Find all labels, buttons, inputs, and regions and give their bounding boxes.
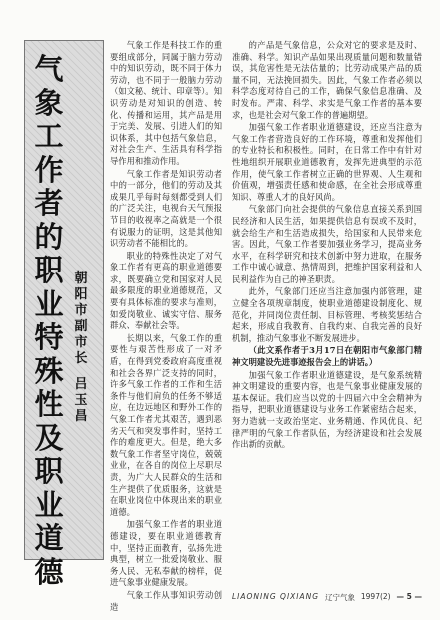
author-note: （此文系作者于3月17日在朝阳市气象部门精神文明建设先进事迹报告会上的讲话。）	[232, 345, 422, 368]
article-title	[32, 53, 66, 589]
author-name-char: 昌	[74, 409, 88, 424]
page-footer	[232, 592, 422, 603]
title-char: 作	[34, 152, 64, 187]
title-char: 德	[34, 554, 64, 589]
title-char: 及	[34, 420, 64, 455]
title-char: 职	[34, 454, 64, 488]
title-char: 象	[34, 85, 64, 120]
page-number: — 5 —	[396, 592, 422, 601]
paragraph: 的产品是气象信息，公众对它的要求是及时、准确、科学。知识产品如果出现质量问题和数量错误，其危害性是无法估量的；比劳动成果产品的质量不同，无法挽回损失。因此，气象工作者必须以科学态度对待自己的工作，确保气象信息准确、及时发布。严肃、科学、求实是气象工作者的基本要求，也是社会对气象工作的普遍期望。	[232, 40, 422, 120]
author-byline	[71, 271, 91, 425]
paragraph: 气象部门向社会提供的气象信息直接关系到国民经济和人民生活，如果提供信息有误或不及时，就会给生产和生活造成损失，给国家和人民带来危害。因此，气象工作者要加强业务学习，提高业务水平，在科学研究和技术创新中努力进取，在服务工作中诚心诚意、热情周到，把维护国家利益和人民利益作为自己的神圣职责。	[232, 204, 422, 284]
title-char: 特	[34, 320, 64, 354]
article-title-box	[24, 40, 104, 589]
issue-number: 1997(2)	[360, 592, 391, 601]
author-title-char: 朝	[74, 271, 88, 286]
title-char: 职	[34, 253, 64, 287]
journal-name: LIAONING QIXIANG	[232, 592, 320, 601]
author-title-char: 市	[74, 303, 88, 318]
paragraph: 加强气象工作者的职业道德建设，要在职业道德教育中，坚持正面教育，弘扬先进典型，树立一批爱岗敬业、服务人民、无私奉献的榜样，促进气象事业健康发展。	[110, 519, 222, 588]
author-title-char: 副	[74, 319, 88, 334]
paragraph: 职业的特殊性决定了对气象工作者有更高的职业道德要求，既要确立党和国家对人民最多限度的职业道德规范，又要有具体标准的要求与准则，如爱岗敬业、诚实守信、服务群众、奉献社会等。	[110, 250, 222, 331]
journal-name-cn: 辽宁气象	[324, 593, 355, 602]
paragraph: 长期以来，气象工作的重要性与艰苦性形成了一对矛盾，在得到党委政府高度重视和社会各界广泛支持的同时，许多气象工作者的工作和生活条件与他们肩负的任务不够适应，在边远地区和野外工作的气象工作者尤其艰苦，遇到恶劣天气和突发事件时，坚持工作的难度更大。但是，绝大多数气象工作者坚守岗位，兢兢业业，在各自的岗位上尽职尽责，为广大人民群众的生活和生产提供了优质服务，这就是在职业岗位中体现出来的职业道德。	[110, 332, 222, 517]
title-char: 的	[34, 219, 64, 254]
title-char: 道	[34, 521, 64, 555]
paragraph: 加强气象工作者职业道德建设，还应当注意为气象工作者营造良好的工作环境，尊重和发挥他们的专业特长和积极性。同时，在日常工作中有针对性地组织开展职业道德教育，发挥先进典型的示范作用，使气象工作者树立正确的世界观、人生观和价值观，增强责任感和使命感，在全社会形成尊重知识、尊重人才的良好风尚。	[232, 122, 422, 202]
paragraph: 此外，气象部门还应当注意加强内部管理，建立健全各项规章制度，使职业道德建设制度化、规范化，并同岗位责任制、目标管理、考核奖惩结合起来，形成自我教育、自我约束、自我完善的良好机制，推动气象事业不断发展进步。	[232, 286, 422, 343]
text-column-right	[232, 40, 422, 451]
title-char: 气	[34, 52, 64, 86]
author-name-char: 吕	[74, 377, 88, 392]
author-title-char: 长	[74, 351, 88, 366]
title-char: 业	[34, 286, 64, 321]
author-name-char: 玉	[74, 393, 88, 408]
title-char: 工	[34, 119, 64, 153]
author-title-char: 阳	[74, 287, 88, 302]
title-char: 者	[34, 186, 64, 220]
paragraph: 气象工作从事知识劳动创造	[110, 589, 222, 612]
paragraph: 气象工作者是知识劳动者中的一部分，他们的劳动及其成果几乎每时每刻都受到人们的广泛关注，电视台天气预报节目的收视率之高就是一个很有说服力的证明，这是其他知识劳动者不能相比的。	[110, 168, 222, 249]
title-char: 业	[34, 487, 64, 522]
title-char: 殊	[34, 353, 64, 388]
text-column-left	[110, 40, 222, 613]
title-char: 性	[34, 387, 64, 421]
paragraph: 加强气象工作者职业道德建设，是气象系统精神文明建设的重要内容，也是气象事业健康发展的基本保证。我们应当以党的十四届六中全会精神为指导，把职业道德建设与业务工作紧密结合起来，努力造就一支政治坚定、业务精通、作风优良、纪律严明的气象工作者队伍，为经济建设和社会发展作出新的贡献。	[232, 369, 422, 450]
author-title-char: 市	[74, 335, 88, 350]
paragraph: 气象工作是科技工作的重要组成部分，同属于脑力劳动中的知识劳动，既不同于体力劳动，也不同于一般脑力劳动（如文秘、统计、印章等）。知识劳动是对知识的创造、转化、传播和运用，其产品是用于完美、发展、引进人们的知识体系，其中包括气象信息，对社会生产、生活具有科学指导作用和推动作用。	[110, 40, 223, 166]
